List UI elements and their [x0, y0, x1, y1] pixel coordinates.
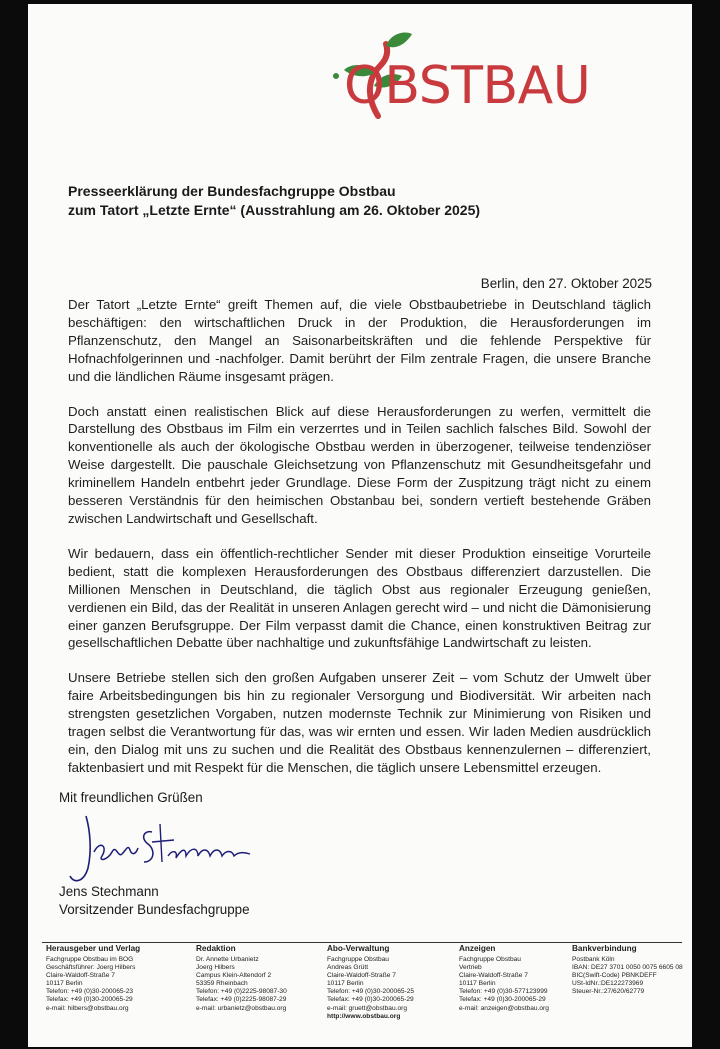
footer-col-bank [572, 944, 683, 996]
footer-line: e-mail: hilbers@obstbau.org [46, 1004, 129, 1012]
paragraph: Doch anstatt einen realistischen Blick auf diese Herausforderungen zu werfen, vermittelt die Darstellung des Obstbaus im Film ein verzerrtes und in Teilen sachlich falsches Bild. Sowohl der konventionelle als auch der ökologische Obstbau werden in überzogener, teilweise tendenziöser Weise dargestellt. Die pauschale Gleichsetzung von Pflanzenschutz mit Gesundheitsgefahr und kriminellem Handeln entbehrt jeder Grundlage. Diese Form der Zuspitzung trägt nicht zu einem besseren Verständnis für den heimischen Obstanbau bei, sondern vertieft bestehende Gräben zwischen Landwirtschaft und Gesellschaft. [68, 403, 651, 526]
signer-name: Jens Stechmann [59, 884, 159, 899]
footer-line: Steuer-Nr.:27/620/62779 [572, 988, 645, 996]
footer-col-subscriptions [327, 944, 414, 1021]
paragraph: Unsere Betriebe stellen sich den großen Aufgaben unserer Zeit – vom Schutz der Umwelt über faire Arbeitsbedingungen bis hin zu regionaler Versorgung und Biodiversität. Wir arbeiten nach strengsten gesetzlichen Vorgaben, nutzen modernste Technik zur Minimierung von Risiken und tragen selbst die Verantwortung für das, was wir ernten und essen. Wir laden Medien ausdrücklich ein, den Dialog mit uns zu suchen und die Realität des Obstbaus kennenzulernen – differenziert, faktenbasiert und mit Respekt für die Menschen, die täglich unsere Lebensmittel erzeugen. [68, 670, 651, 775]
paragraph: Wir bedauern, dass ein öffentlich-rechtlicher Sender mit dieser Produktion einseitige Vorurteile bedient, statt die komplexen Herausforderungen des Obstbaus differenziert darzustellen. Die Millionen Menschen in Deutschland, die täglich Obst aus regionaler Erzeugung genießen, verdienen ein Bild, das der Realität in unseren Anlagen gerecht wird – und nicht die Dämonisierung einer ganzen Berufsgruppe. Der Film verpasst damit die Chance, einen konstruktiven Beitrag zur gesellschaftlichen Debatte über nachhaltige und zukunftsfähige Landwirtschaft zu leisten. [68, 545, 651, 651]
website-link[interactable]: http://www.obstbau.org [327, 1012, 401, 1020]
imprint-footer [46, 944, 686, 1039]
footer-col-title: Anzeigen [459, 944, 496, 953]
letter-page [28, 4, 692, 1047]
footer-line: Fachgruppe Obstbau im BOG [46, 956, 134, 963]
footer-line: Dr. Annette Urbanietz [196, 956, 259, 963]
footer-line: Telefon: +49 (0)30-200065-23 [46, 988, 134, 996]
footer-col-title: Bankverbindung [572, 944, 637, 953]
footer-divider [42, 942, 682, 943]
footer-line: Telefon: +49 (0)30-577123999 [459, 988, 548, 996]
signer-role: Vorsitzender Bundesfachgruppe [59, 901, 250, 917]
footer-line: USt-IdNr.:DE122273969 [572, 980, 644, 988]
closing-salutation: Mit freundlichen Grüßen [59, 790, 203, 805]
footer-line: Joerg Hilbers [196, 964, 235, 972]
footer-line: Telefax: +49 (0)30-200065-29 [327, 996, 414, 1004]
footer-line: 10117 Berlin [327, 980, 364, 988]
footer-line: Claire-Waldoff-Straße 7 [459, 972, 528, 980]
letter-body [68, 296, 651, 794]
footer-line: Vertrieb [459, 964, 482, 972]
footer-line: 53359 Rheinbach [196, 980, 248, 988]
footer-line: Campus Klein-Altendorf 2 [196, 972, 272, 980]
footer-line: Fachgruppe Obstbau [459, 956, 521, 963]
footer-line: Telefon: +49 (0)30-200065-25 [327, 988, 415, 996]
footer-line: IBAN: DE27 3701 0050 0075 6605 08 [572, 964, 683, 972]
footer-line: 10117 Berlin [46, 980, 83, 988]
footer-col-title: Abo-Verwaltung [327, 944, 390, 953]
footer-line: Claire-Waldoff-Straße 7 [46, 972, 115, 980]
footer-line: Fachgruppe Obstbau [327, 956, 389, 963]
footer-col-publisher [46, 944, 140, 1013]
footer-col-title: Redaktion [196, 944, 236, 953]
footer-col-editorial [196, 944, 287, 1013]
dateline: Berlin, den 27. Oktober 2025 [480, 276, 652, 291]
footer-line: e-mail: anzeigen@obstbau.org [459, 1004, 549, 1012]
footer-line: Telefax: +49 (0)2225-98087-29 [196, 996, 287, 1004]
footer-line: Telefax: +49 (0)30-200065-29 [459, 996, 546, 1004]
signer-block [59, 883, 250, 918]
footer-line: Telefax: +49 (0)30-200065-29 [46, 996, 133, 1004]
obstbau-logo [316, 26, 646, 128]
press-release-heading [68, 182, 668, 220]
footer-line: Claire-Waldoff-Straße 7 [327, 972, 396, 980]
footer-line: e-mail: gruett@obstbau.org [327, 1004, 407, 1012]
footer-line: 10117 Berlin [459, 980, 496, 988]
handwritten-signature [64, 810, 264, 890]
heading-line-1: Presseerklärung der Bundesfachgruppe Obstbau [68, 183, 396, 199]
footer-line: Andreas Grütt [327, 964, 369, 972]
footer-col-title: Herausgeber und Verlag [46, 944, 141, 953]
footer-line: BIC(Swift-Code) PBNKDEFF [572, 972, 657, 980]
paragraph: Der Tatort „Letzte Ernte“ greift Themen auf, die viele Obstbaubetriebe in Deutschland täglich beschäftigen: den wirtschaftlichen Druck in der Produktion, die Herausforderungen im Pflanzenschutz, den Mangel an Saisonarbeitskräften und die fehlende Perspektive für Hofnachfolgerinnen und -nachfolger. Damit berührt der Film zentrale Fragen, die unsere Branche und die ländlichen Räume insgesamt prägen. [68, 297, 651, 384]
brand-wordmark: OBSTBAU [344, 56, 591, 116]
footer-line: e-mail: urbanietz@obstbau.org [196, 1004, 287, 1012]
heading-line-2: zum Tatort „Letzte Ernte“ (Ausstrahlung am 26. Oktober 2025) [68, 202, 481, 218]
footer-line: Geschäftsführer: Joerg Hilbers [46, 964, 136, 972]
footer-col-ads [459, 944, 549, 1013]
footer-line: Telefon: +49 (0)2225-98087-30 [196, 988, 287, 996]
footer-line: Postbank Köln [572, 956, 615, 963]
